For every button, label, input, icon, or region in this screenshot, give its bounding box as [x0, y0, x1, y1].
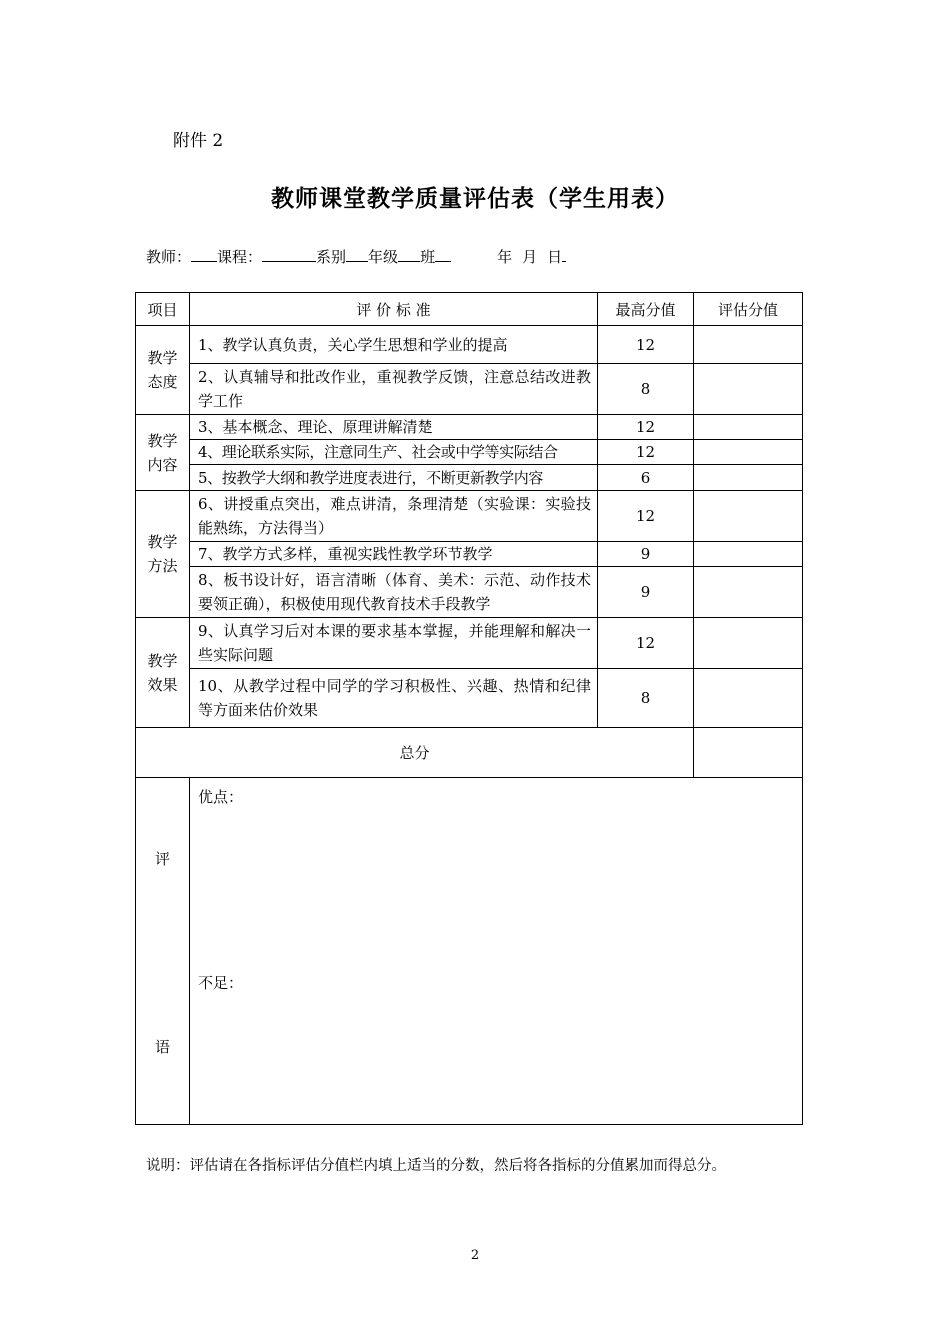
category-content: 教学内容: [136, 415, 190, 491]
header-row: [136, 293, 803, 326]
max-score-7: 9: [598, 542, 694, 567]
grade-label: 年级: [368, 248, 399, 266]
day-label: 日: [547, 248, 563, 266]
comments-label-top: 评: [154, 850, 170, 868]
comments-label-bottom: 语: [154, 1038, 170, 1056]
page-number: 2: [470, 1248, 480, 1263]
criterion-10: 10、从教学过程中同学的学习积极性、兴趣、热情和纪律等方面来估价效果: [190, 669, 598, 728]
page-title: 教师课堂教学质量评估表（学生用表）: [271, 186, 679, 212]
criterion-6: 6、讲授重点突出，难点讲清，条理清楚（实验课：实验技能熟练，方法得当）: [190, 491, 598, 542]
course-label: 课程：: [217, 248, 263, 266]
class-blank[interactable]: [435, 247, 451, 262]
total-row: [136, 728, 803, 778]
eval-score-cell-9[interactable]: [694, 618, 803, 669]
max-score-8: 9: [598, 567, 694, 618]
eval-score-cell-8[interactable]: [694, 567, 803, 618]
weaknesses-label: 不足：: [198, 974, 244, 992]
criterion-2: 2、认真辅导和批改作业，重视教学反馈，注意总结改进教学工作: [190, 364, 598, 415]
total-label: 总分: [136, 728, 694, 778]
category-method: 教学方法: [136, 491, 190, 618]
criterion-7: 7、教学方式多样，重视实践性教学环节教学: [190, 542, 598, 567]
criterion-4: 4、理论联系实际，注意同生产、社会或中学等实际结合: [190, 440, 598, 465]
comments-area[interactable]: [190, 778, 803, 1125]
department-blank[interactable]: [346, 247, 368, 262]
comments-label: [136, 778, 190, 1125]
table-row: [136, 415, 803, 440]
eval-score-cell-6[interactable]: [694, 491, 803, 542]
table-row: [136, 326, 803, 364]
eval-score-cell-2[interactable]: [694, 364, 803, 415]
criterion-8: 8、板书设计好，语言清晰（体育、美术：示范、动作技术要领正确），积极使用现代教育技术手段教学: [190, 567, 598, 618]
eval-score-cell-1[interactable]: [694, 326, 803, 364]
max-score-5: 6: [598, 465, 694, 491]
table-row: [136, 669, 803, 728]
instructions-note: 说明：评估请在各指标评估分值栏内填上适当的分数，然后将各指标的分值累加而得总分。: [146, 1158, 726, 1174]
info-line: [146, 246, 566, 267]
max-score-6: 12: [598, 491, 694, 542]
class-label: 班: [420, 248, 436, 266]
table-row: [136, 491, 803, 542]
table-row: [136, 542, 803, 567]
year-label: 年: [497, 248, 513, 266]
eval-score-cell-10[interactable]: [694, 669, 803, 728]
teacher-blank[interactable]: [191, 247, 217, 262]
max-score-10: 8: [598, 669, 694, 728]
criterion-3: 3、基本概念、理论、原理讲解清楚: [190, 415, 598, 440]
max-score-1: 12: [598, 326, 694, 364]
criterion-9: 9、认真学习后对本课的要求基本掌握，并能理解和解决一些实际问题: [190, 618, 598, 669]
max-score-4: 12: [598, 440, 694, 465]
eval-score-cell-7[interactable]: [694, 542, 803, 567]
attachment-label: 附件 2: [173, 131, 224, 151]
table-row: [136, 440, 803, 465]
header-item: 项目: [136, 293, 190, 326]
eval-score-cell-5[interactable]: [694, 465, 803, 491]
header-max-score: 最高分值: [598, 293, 694, 326]
category-effect: 教学效果: [136, 618, 190, 728]
eval-score-cell-3[interactable]: [694, 415, 803, 440]
strengths-label: 优点：: [198, 788, 244, 806]
teacher-label: 教师：: [146, 248, 192, 266]
total-score-cell[interactable]: [694, 728, 803, 778]
eval-score-cell-4[interactable]: [694, 440, 803, 465]
month-label: 月: [522, 248, 538, 266]
comments-row: [136, 778, 803, 1125]
evaluation-table: [135, 292, 803, 1125]
grade-blank[interactable]: [398, 247, 420, 262]
max-score-9: 12: [598, 618, 694, 669]
header-criteria: 评 价 标 准: [190, 293, 598, 326]
department-label: 系别: [316, 248, 347, 266]
category-attitude: 教学态度: [136, 326, 190, 415]
header-eval-score: 评估分值: [694, 293, 803, 326]
table-row: [136, 465, 803, 491]
criterion-1: 1、教学认真负责，关心学生思想和学业的提高: [190, 326, 598, 364]
table-row: [136, 567, 803, 618]
course-blank[interactable]: [262, 247, 316, 262]
max-score-3: 12: [598, 415, 694, 440]
table-row: [136, 364, 803, 415]
table-row: [136, 618, 803, 669]
max-score-2: 8: [598, 364, 694, 415]
criterion-5: 5、按教学大纲和教学进度表进行，不断更新教学内容: [190, 465, 598, 491]
